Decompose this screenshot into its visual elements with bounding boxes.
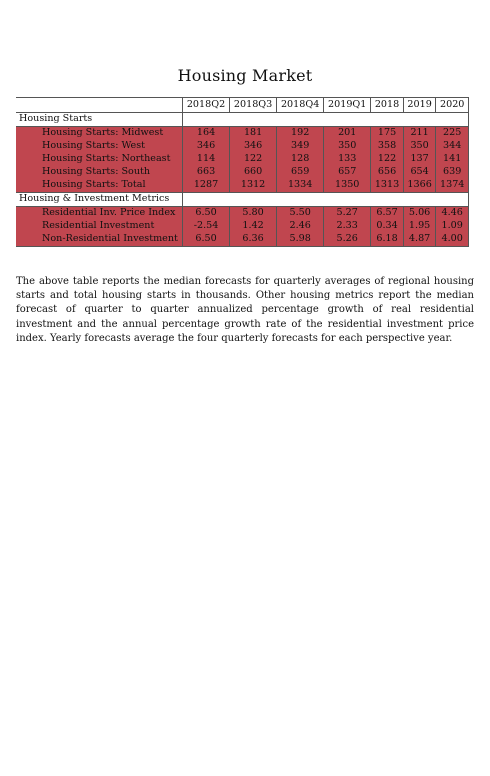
table-cell: 1312 <box>230 179 277 193</box>
table-cell: 656 <box>371 166 404 179</box>
table-cell: 5.98 <box>277 233 324 247</box>
table-cell: 6.50 <box>183 233 230 247</box>
table-cell: 164 <box>183 127 230 141</box>
table-cell: 4.00 <box>436 233 469 247</box>
page-title: Housing Market <box>177 66 313 85</box>
table-cell: 660 <box>230 166 277 179</box>
table-cell: 6.57 <box>371 207 404 221</box>
table-cell: -2.54 <box>183 220 230 233</box>
header-blank-cell <box>16 98 183 113</box>
table-cell: 133 <box>324 153 371 166</box>
table-row <box>16 207 469 221</box>
table-cell: 6.18 <box>371 233 404 247</box>
table-cell: 639 <box>436 166 469 179</box>
table-cell: 114 <box>183 153 230 166</box>
table-cell: 1350 <box>324 179 371 193</box>
section-spacer <box>183 113 469 127</box>
table-cell: 6.36 <box>230 233 277 247</box>
column-header: 2019Q1 <box>324 98 371 113</box>
column-header: 2019 <box>403 98 436 113</box>
table-cell: 5.26 <box>324 233 371 247</box>
table-cell: 349 <box>277 140 324 153</box>
table-cell: 128 <box>277 153 324 166</box>
row-label: Residential Inv. Price Index <box>16 207 183 221</box>
table-row <box>16 140 469 153</box>
table-cell: 2.46 <box>277 220 324 233</box>
forecast-table <box>16 97 469 247</box>
table-row <box>16 179 469 193</box>
column-header: 2018Q2 <box>183 98 230 113</box>
table-cell: 350 <box>324 140 371 153</box>
row-label: Non-Residential Investment <box>16 233 183 247</box>
table-cell: 659 <box>277 166 324 179</box>
row-label: Residential Investment <box>16 220 183 233</box>
table-cell: 1374 <box>436 179 469 193</box>
table-cell: 225 <box>436 127 469 141</box>
table-row <box>16 127 469 141</box>
row-label: Housing Starts: Midwest <box>16 127 183 141</box>
table-cell: 5.50 <box>277 207 324 221</box>
table-caption: The above table reports the median forecasts for quarterly averages of regional housing starts and total housing starts in thousands. Other housing metrics report the median forecast of quarter to quarter annualized percentage growth of real residential investment and the annual percentage growth rate of the residential investment price index. Yearly forecasts average the four quarterly forecasts for each perspective year. <box>16 276 474 344</box>
table-cell: 1.42 <box>230 220 277 233</box>
column-header: 2020 <box>436 98 469 113</box>
table-cell: 1.09 <box>436 220 469 233</box>
row-label: Housing Starts: South <box>16 166 183 179</box>
table-cell: 201 <box>324 127 371 141</box>
table-row <box>16 220 469 233</box>
row-label: Housing Starts: Total <box>16 179 183 193</box>
table-cell: 1.95 <box>403 220 436 233</box>
table-cell: 211 <box>403 127 436 141</box>
table-cell: 6.50 <box>183 207 230 221</box>
column-header: 2018Q3 <box>230 98 277 113</box>
table-cell: 4.46 <box>436 207 469 221</box>
table-cell: 122 <box>230 153 277 166</box>
table-row <box>16 153 469 166</box>
row-label: Housing Starts: West <box>16 140 183 153</box>
table-cell: 5.27 <box>324 207 371 221</box>
table-cell: 0.34 <box>371 220 404 233</box>
section-header-row <box>16 113 469 127</box>
column-header: 2018 <box>371 98 404 113</box>
table-cell: 122 <box>371 153 404 166</box>
section-label: Housing & Investment Metrics <box>16 193 183 207</box>
table-cell: 654 <box>403 166 436 179</box>
table-cell: 181 <box>230 127 277 141</box>
table-cell: 192 <box>277 127 324 141</box>
section-label: Housing Starts <box>16 113 183 127</box>
table-cell: 1313 <box>371 179 404 193</box>
table-cell: 1287 <box>183 179 230 193</box>
table-row <box>16 233 469 247</box>
table-cell: 657 <box>324 166 371 179</box>
table-cell: 5.06 <box>403 207 436 221</box>
table-cell: 350 <box>403 140 436 153</box>
table-row <box>16 166 469 179</box>
table-cell: 175 <box>371 127 404 141</box>
table-cell: 2.33 <box>324 220 371 233</box>
table-cell: 1366 <box>403 179 436 193</box>
table-cell: 141 <box>436 153 469 166</box>
table-header-row <box>16 98 469 113</box>
section-header-row <box>16 193 469 207</box>
table-cell: 346 <box>183 140 230 153</box>
column-header: 2018Q4 <box>277 98 324 113</box>
table-cell: 344 <box>436 140 469 153</box>
table-cell: 5.80 <box>230 207 277 221</box>
table-cell: 4.87 <box>403 233 436 247</box>
table-cell: 1334 <box>277 179 324 193</box>
table-cell: 358 <box>371 140 404 153</box>
row-label: Housing Starts: Northeast <box>16 153 183 166</box>
table-cell: 137 <box>403 153 436 166</box>
section-spacer <box>183 193 469 207</box>
table-cell: 663 <box>183 166 230 179</box>
table-cell: 346 <box>230 140 277 153</box>
